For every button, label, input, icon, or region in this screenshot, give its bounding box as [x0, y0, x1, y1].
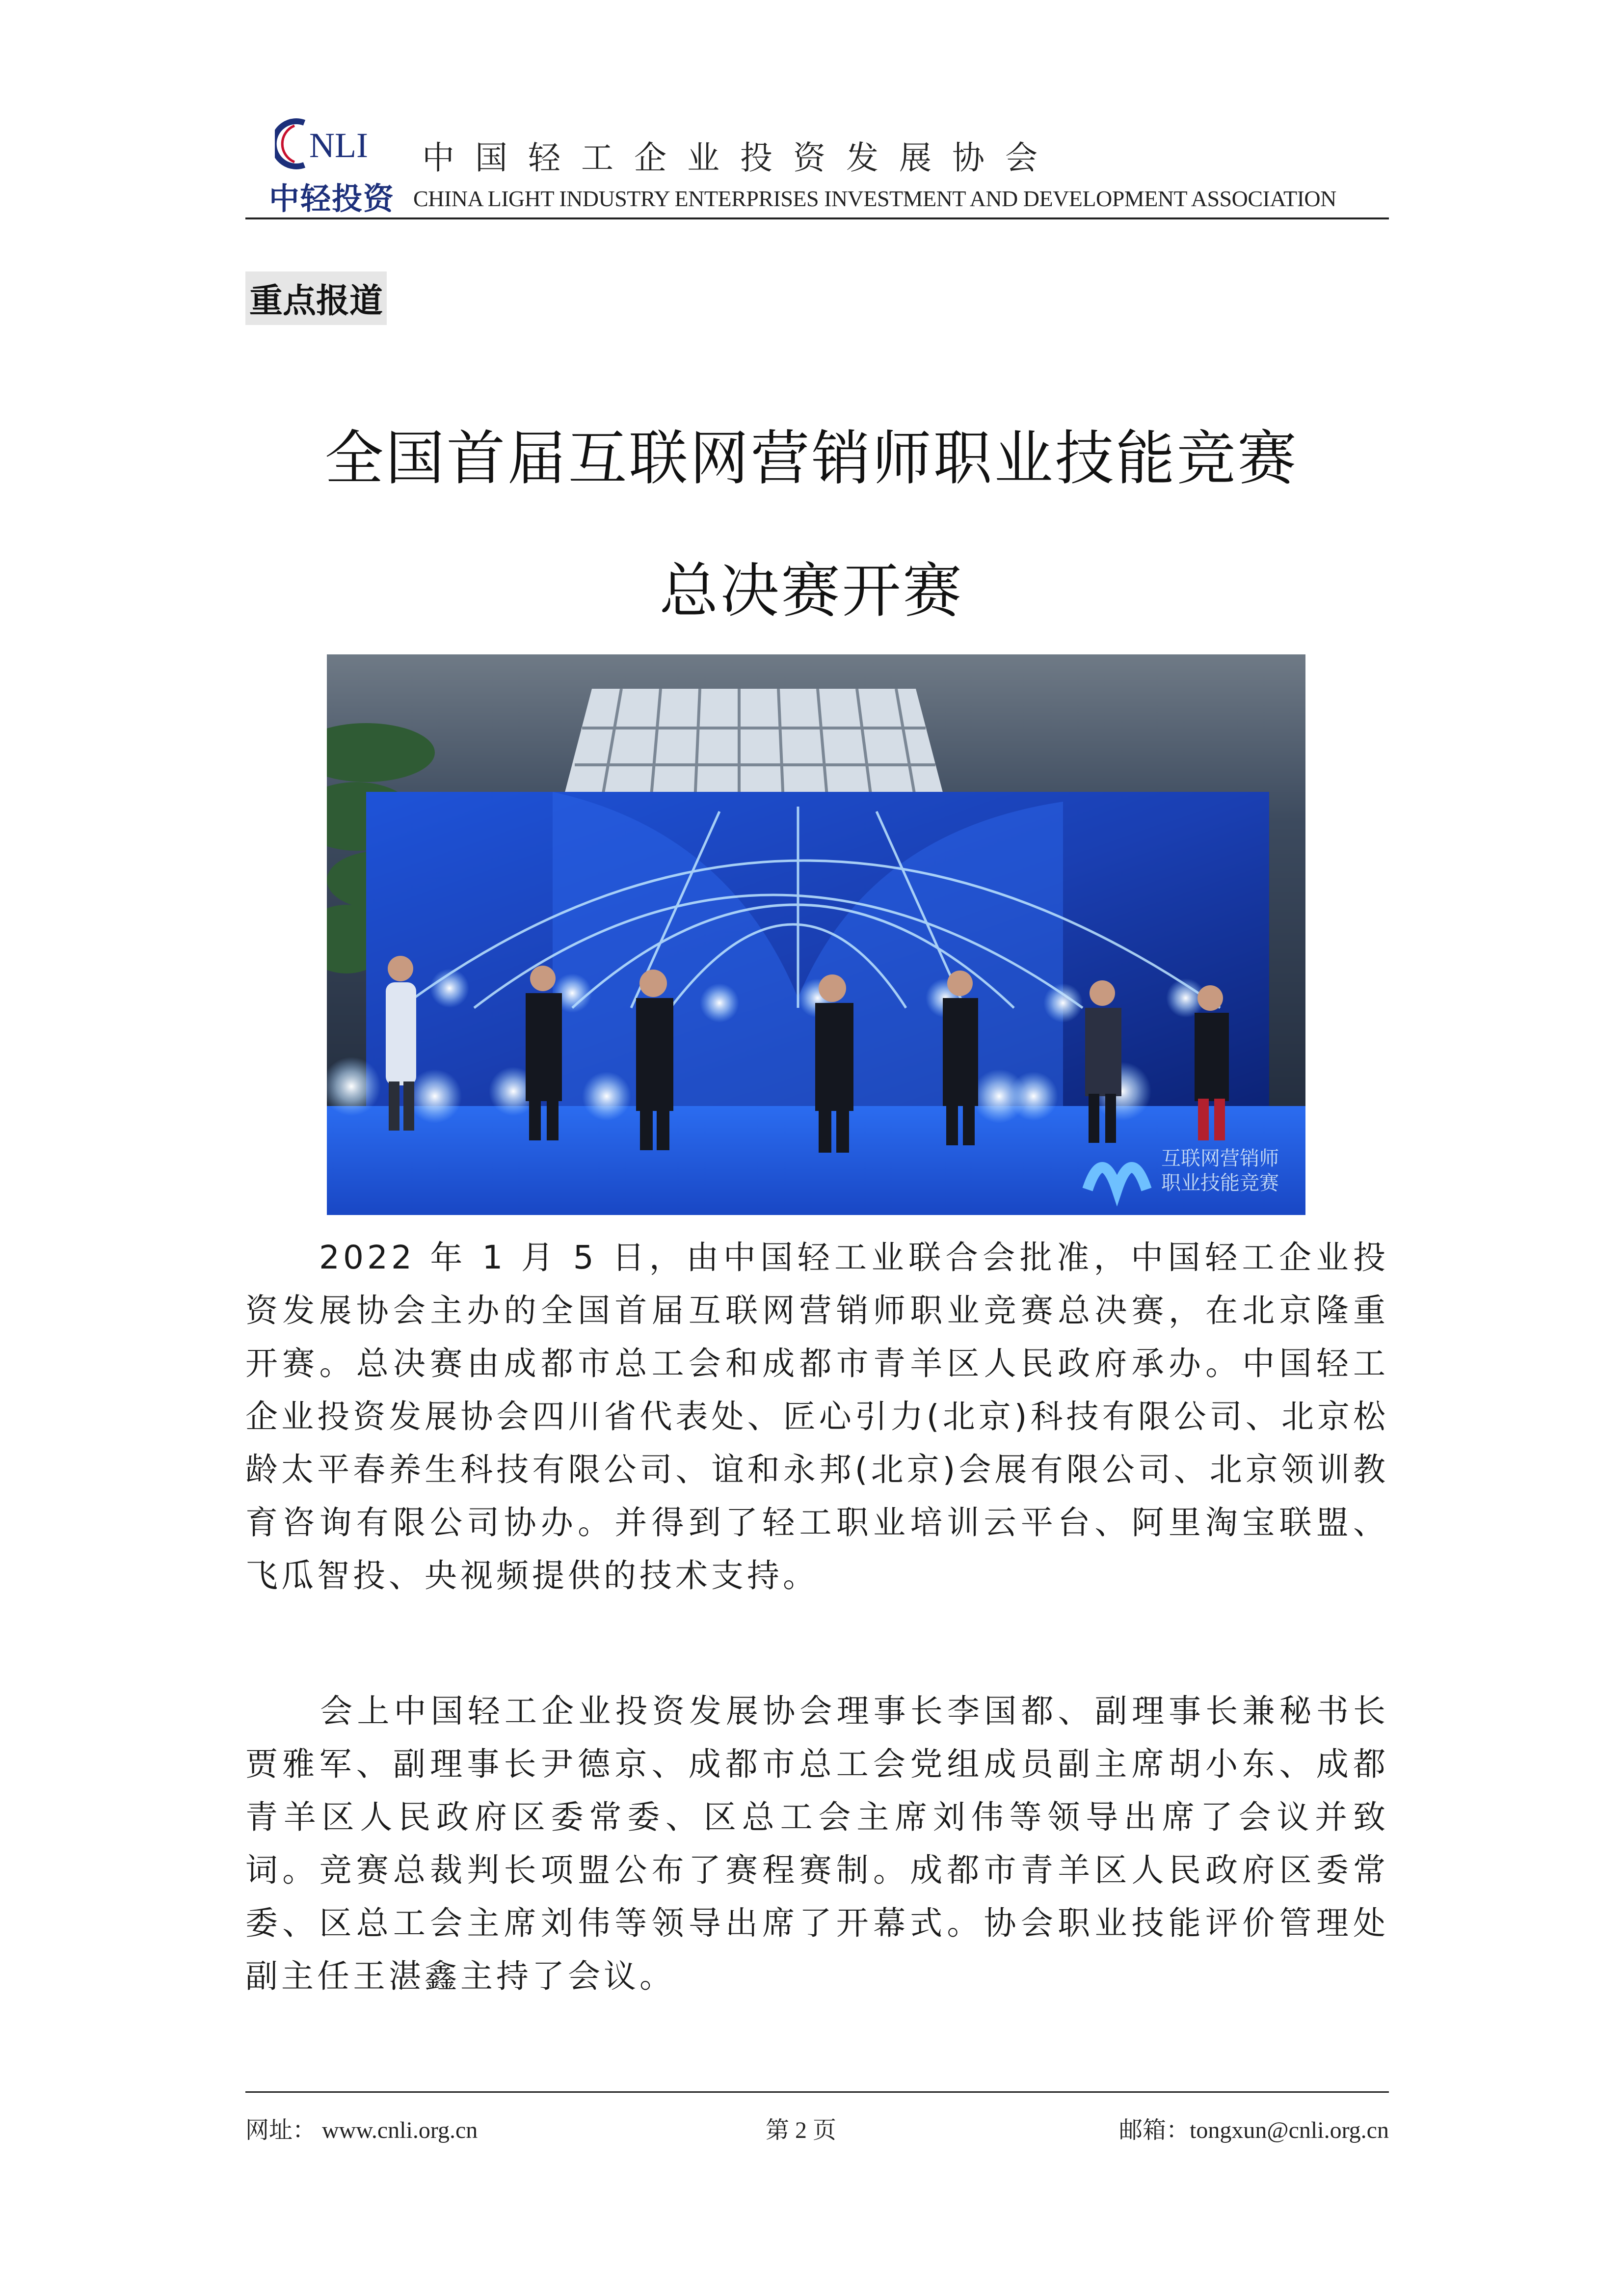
footer-email[interactable]: 邮箱：tongxun@cnli.org.cn: [1119, 2117, 1389, 2143]
body-paragraph-1: [245, 1231, 1389, 1602]
org-name-chinese: 中国轻工企业投资发展协会: [422, 139, 1058, 177]
banner-text-line2: 职业技能竞赛: [1161, 1172, 1279, 1194]
stage-floor: [327, 1106, 1305, 1215]
body-paragraph-1-text: 2022 年 1 月 5 日，由中国轻工业联合会批准，中国轻工企业投资发展协会主办的全国首届互联网营销师职业竞赛总决赛，在北京隆重开赛。总决赛由成都市总工会和成都市青羊区人民政府承办。中国轻工企业投资发展协会四川省代表处、匠心引力(北京)科技有限公司、北京松龄太平春养生科技有限公司、谊和永邦(北京)会展有限公司、北京领训教育咨询有限公司协办。并得到了轻工职业培训云平台、阿里淘宝联盟、飞瓜智投、央视频提供的技术支持。: [245, 1239, 1389, 1594]
article-title-line1: 全国首届互联网营销师职业技能竞赛: [324, 425, 1299, 493]
body-paragraph-2: [245, 1685, 1389, 2003]
article-title-line2: 总决赛开赛: [659, 557, 964, 625]
banner-text-line1: 互联网营销师: [1161, 1147, 1279, 1170]
logo-letters: NLI: [309, 126, 368, 165]
footer-website[interactable]: 网址： www.cnli.org.cn: [245, 2117, 478, 2143]
logo-chinese-name: 中轻投资: [269, 181, 395, 216]
association-logo: [275, 117, 402, 171]
logo-red-arc: [282, 126, 294, 162]
event-photo: [327, 654, 1305, 1215]
footer-page-number: 第 2 页: [766, 2117, 837, 2143]
header-divider: [245, 217, 1389, 219]
body-paragraph-2-text: 会上中国轻工企业投资发展协会理事长李国都、副理事长兼秘书长贾雅军、副理事长尹德京、成都市总工会党组成员副主席胡小东、成都青羊区人民政府区委常委、区总工会主席刘伟等领导出席了会议并致词。竞赛总裁判长项盟公布了赛程赛制。成都市青羊区人民政府区委常委、区总工会主席刘伟等领导出席了开幕式。协会职业技能评价管理处副主任王湛鑫主持了会议。: [245, 1692, 1389, 1995]
org-name-english: CHINA LIGHT INDUSTRY ENTERPRISES INVESTMENT AND DEVELOPMENT ASSOCIATION: [413, 186, 1336, 211]
footer-divider: [245, 2091, 1389, 2093]
section-tag: 重点报道: [245, 271, 387, 325]
